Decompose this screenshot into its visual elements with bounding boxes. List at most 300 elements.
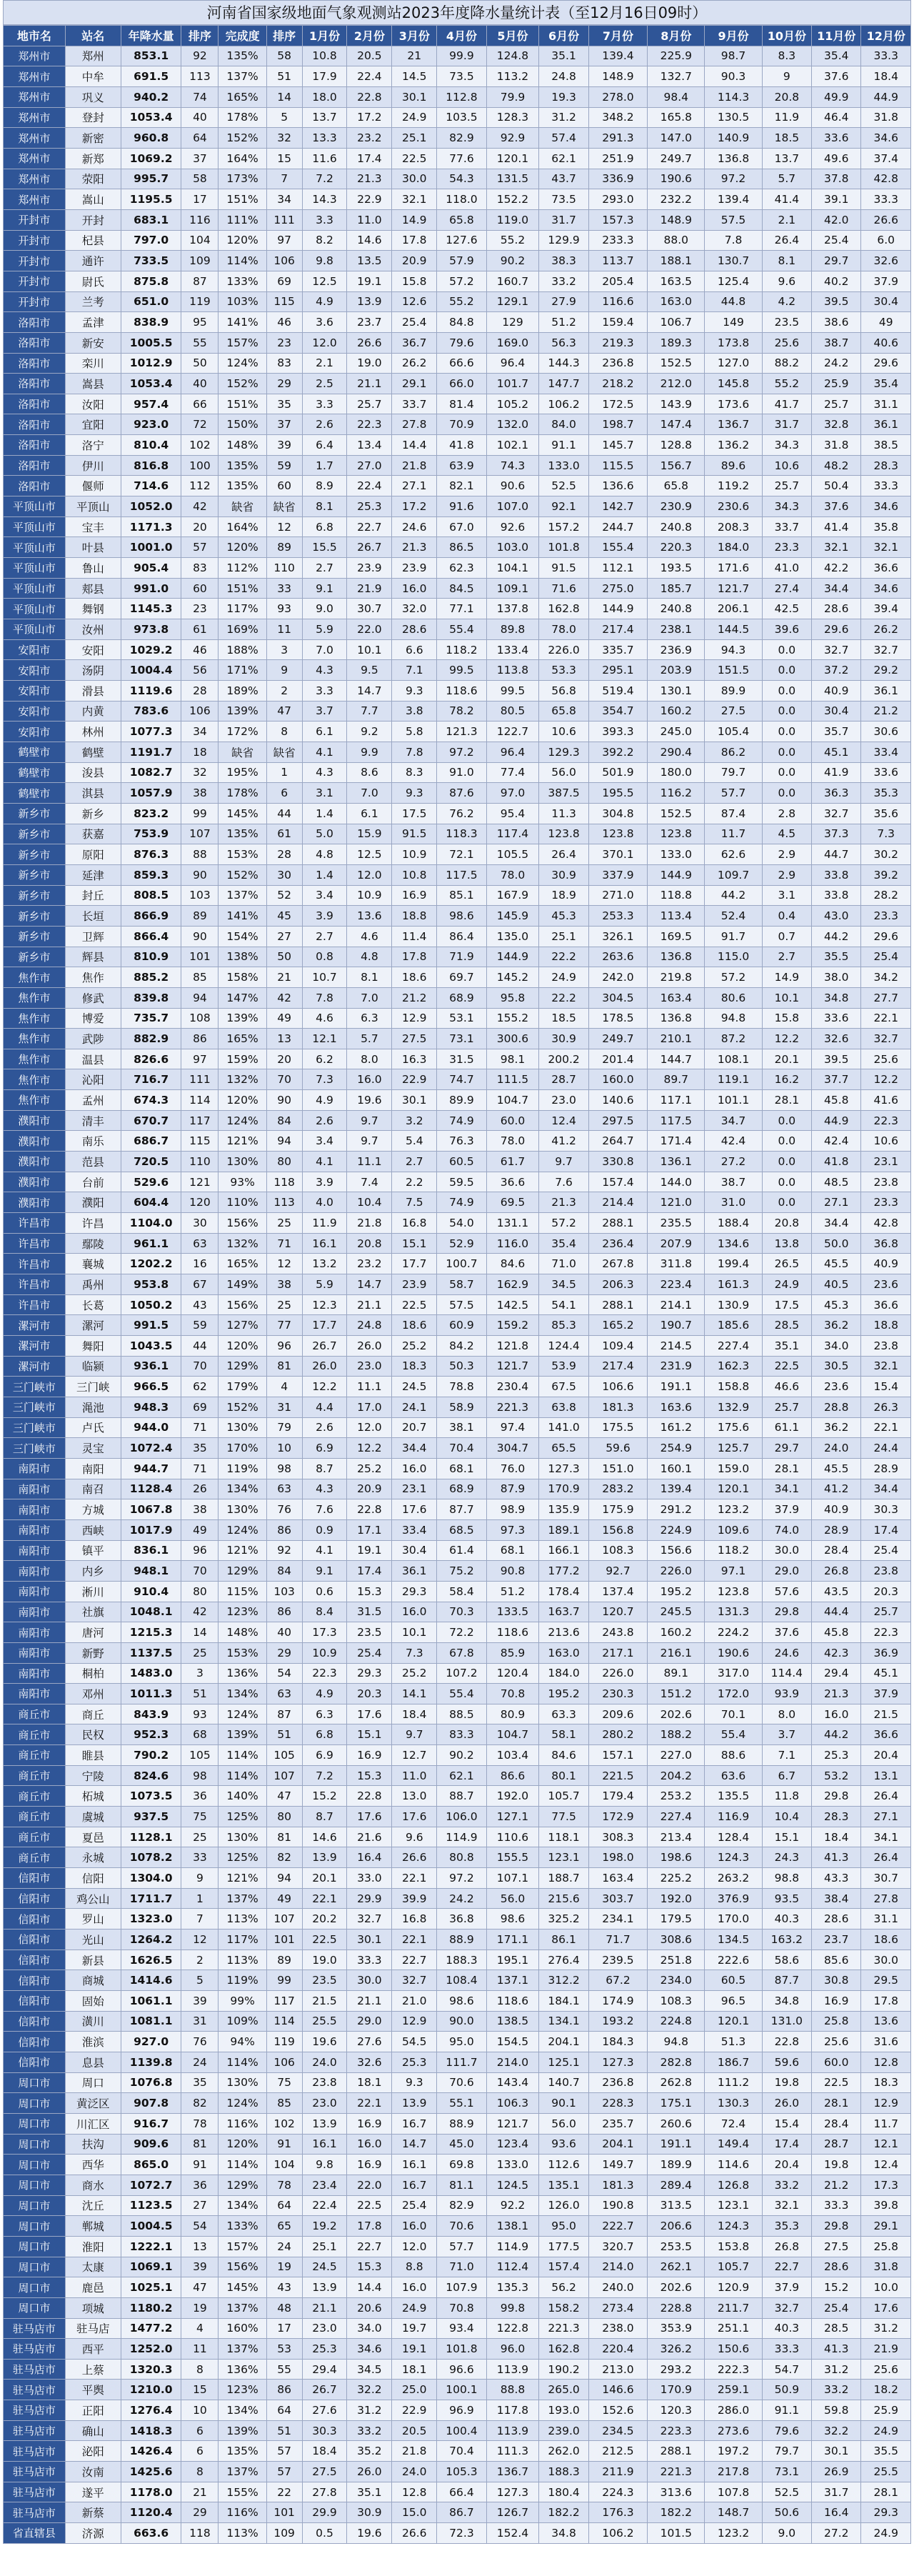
month-cell: 376.9 — [705, 1888, 762, 1909]
month-cell: 8.8 — [392, 2257, 437, 2277]
completion-cell: 129% — [219, 1561, 266, 1582]
month-cell: 142.7 — [588, 496, 647, 517]
month-cell: 175.6 — [705, 1417, 762, 1438]
month-cell: 0.0 — [762, 783, 811, 804]
month-cell: 106.7 — [648, 312, 705, 333]
month-cell: 198.0 — [588, 1847, 647, 1868]
month-cell: 242.0 — [588, 967, 647, 988]
month-cell: 28.5 — [812, 2318, 861, 2339]
month-cell: 147.4 — [648, 414, 705, 435]
month-cell: 171.1 — [486, 1929, 539, 1950]
city-cell: 许昌市 — [4, 1213, 66, 1234]
completion-rank-cell: 105 — [266, 1745, 302, 1766]
month-cell: 40.3 — [762, 2318, 811, 2339]
month-cell: 185.6 — [705, 1315, 762, 1336]
month-cell: 146.6 — [588, 2380, 647, 2400]
annual-total-cell: 927.0 — [121, 2032, 181, 2052]
rank-cell: 86 — [181, 1029, 219, 1049]
table-row — [4, 291, 911, 312]
month-cell: 180.0 — [648, 762, 705, 783]
month-cell: 11.0 — [347, 209, 392, 230]
month-cell: 31.2 — [347, 2400, 392, 2421]
completion-cell: 164% — [219, 148, 266, 169]
rank-cell: 107 — [181, 824, 219, 844]
month-cell: 0.9 — [302, 1519, 347, 1540]
completion-rank-cell: 42 — [266, 987, 302, 1008]
month-cell: 103.5 — [437, 107, 486, 128]
month-cell: 223.4 — [648, 1274, 705, 1295]
month-cell: 97.0 — [486, 783, 539, 804]
month-cell: 14.4 — [347, 2277, 392, 2298]
month-cell: 15.5 — [302, 537, 347, 558]
table-row — [4, 2236, 911, 2257]
rank-cell: 56 — [181, 660, 219, 681]
month-cell: 130.9 — [705, 1294, 762, 1315]
month-cell: 234.0 — [648, 1970, 705, 1991]
completion-cell: 139% — [219, 1724, 266, 1745]
month-cell: 29.0 — [347, 2011, 392, 2032]
month-cell: 67.2 — [588, 1970, 647, 1991]
month-cell: 12.2 — [762, 1029, 811, 1049]
month-cell: 26.6 — [392, 1847, 437, 1868]
month-cell: 95.0 — [437, 2032, 486, 2052]
month-cell: 206.1 — [705, 599, 762, 619]
completion-cell: 129% — [219, 2175, 266, 2195]
month-cell: 6.9 — [302, 1438, 347, 1459]
table-row — [4, 476, 911, 496]
month-cell: 19.3 — [539, 86, 588, 107]
completion-rank-cell: 107 — [266, 1765, 302, 1786]
annual-total-cell: 1252.0 — [121, 2339, 181, 2360]
month-cell: 157.4 — [539, 2257, 588, 2277]
month-cell: 137.4 — [588, 1581, 647, 1602]
month-cell: 217.8 — [705, 2462, 762, 2482]
table-row — [4, 1110, 911, 1131]
annual-total-cell: 1025.1 — [121, 2277, 181, 2298]
completion-cell: 136% — [219, 2359, 266, 2380]
station-cell: 新郑 — [65, 148, 121, 169]
month-cell: 27.0 — [347, 455, 392, 476]
month-cell: 136.8 — [648, 1008, 705, 1029]
completion-cell: 140% — [219, 1786, 266, 1807]
month-cell: 28.9 — [861, 1458, 911, 1479]
month-cell: 214.5 — [648, 1336, 705, 1357]
month-cell: 23.9 — [392, 1274, 437, 1295]
table-row — [4, 312, 911, 333]
month-cell: 204.1 — [588, 2134, 647, 2155]
annual-total-cell: 936.1 — [121, 1356, 181, 1377]
station-cell: 固始 — [65, 1991, 121, 2012]
city-cell: 省直辖县 — [4, 2523, 66, 2544]
month-cell: 12.8 — [392, 2482, 437, 2502]
month-cell: 188.7 — [539, 1868, 588, 1889]
table-row — [4, 435, 911, 456]
month-cell: 90.8 — [486, 1561, 539, 1582]
report-container — [3, 0, 911, 2544]
month-cell: 123.8 — [588, 824, 647, 844]
month-cell: 2.6 — [302, 1417, 347, 1438]
city-cell: 鹤壁市 — [4, 742, 66, 762]
rank-cell: 40 — [181, 374, 219, 394]
rank-cell: 97 — [181, 1049, 219, 1069]
annual-total-cell: 1304.0 — [121, 1868, 181, 1889]
month-cell: 30.3 — [302, 2420, 347, 2441]
month-cell: 26.0 — [347, 2462, 392, 2482]
month-cell: 18.8 — [861, 1315, 911, 1336]
month-cell: 57.7 — [437, 2236, 486, 2257]
month-cell: 10.4 — [762, 1807, 811, 1827]
month-cell: 17.5 — [392, 803, 437, 824]
column-header: 2月份 — [347, 26, 392, 46]
month-cell: 30.1 — [347, 1929, 392, 1950]
month-cell: 31.5 — [437, 1049, 486, 1069]
table-row — [4, 1745, 911, 1766]
month-cell: 209.6 — [588, 1704, 647, 1724]
month-cell: 17.8 — [392, 230, 437, 251]
month-cell: 53.2 — [812, 1765, 861, 1786]
month-cell: 41.3 — [812, 2339, 861, 2360]
month-cell: 326.2 — [648, 2339, 705, 2360]
month-cell: 101.8 — [437, 2339, 486, 2360]
month-cell: 71.7 — [588, 1929, 647, 1950]
annual-total-cell: 716.7 — [121, 1069, 181, 1090]
month-cell: 190.2 — [539, 2359, 588, 2380]
month-cell: 23.4 — [302, 2175, 347, 2195]
month-cell: 6.8 — [302, 516, 347, 537]
month-cell: 26.8 — [762, 2236, 811, 2257]
month-cell: 7.4 — [347, 1172, 392, 1192]
month-cell: 8.9 — [302, 476, 347, 496]
month-cell: 501.9 — [588, 762, 647, 783]
city-cell: 信阳市 — [4, 1888, 66, 1909]
month-cell: 77.4 — [486, 762, 539, 783]
station-cell: 孟津 — [65, 312, 121, 333]
month-cell: 45.5 — [812, 1254, 861, 1274]
month-cell: 39.1 — [812, 189, 861, 210]
month-cell: 79.7 — [762, 2441, 811, 2462]
month-cell: 0.0 — [762, 660, 811, 681]
month-cell: 189.1 — [539, 1519, 588, 1540]
annual-total-cell: 909.6 — [121, 2134, 181, 2155]
month-cell: 105.2 — [486, 394, 539, 414]
month-cell: 10.9 — [302, 1642, 347, 1663]
month-cell: 163.5 — [648, 271, 705, 291]
month-cell: 35.5 — [861, 2441, 911, 2462]
month-cell: 13.7 — [302, 107, 347, 128]
month-cell: 36.6 — [861, 1294, 911, 1315]
month-cell: 30.4 — [392, 1540, 437, 1561]
month-cell: 23.7 — [347, 312, 392, 333]
month-cell: 12.0 — [347, 864, 392, 885]
month-cell: 177.2 — [539, 1561, 588, 1582]
month-cell: 107.0 — [486, 496, 539, 517]
city-cell: 开封市 — [4, 251, 66, 271]
month-cell: 41.2 — [812, 1479, 861, 1499]
completion-rank-cell: 5 — [266, 107, 302, 128]
month-cell: 3.3 — [302, 394, 347, 414]
month-cell: 77.1 — [437, 599, 486, 619]
month-cell: 23.8 — [861, 1336, 911, 1357]
annual-total-cell: 1180.2 — [121, 2297, 181, 2318]
month-cell: 23.7 — [812, 1929, 861, 1950]
annual-total-cell: 810.4 — [121, 435, 181, 456]
completion-cell: 139% — [219, 1008, 266, 1029]
month-cell: 118.8 — [648, 885, 705, 906]
completion-rank-cell: 82 — [266, 1847, 302, 1868]
month-cell: 35.1 — [539, 46, 588, 66]
month-cell: 8.0 — [762, 1704, 811, 1724]
month-cell: 163.0 — [539, 1642, 588, 1663]
month-cell: 18.1 — [347, 2072, 392, 2093]
completion-rank-cell: 78 — [266, 2175, 302, 2195]
month-cell: 34.6 — [861, 128, 911, 149]
completion-cell: 125% — [219, 1847, 266, 1868]
month-cell: 135.1 — [539, 2175, 588, 2195]
completion-rank-cell: 118 — [266, 1172, 302, 1192]
month-cell: 208.3 — [705, 516, 762, 537]
city-cell: 焦作市 — [4, 967, 66, 988]
month-cell: 37.6 — [812, 496, 861, 517]
annual-total-cell: 948.3 — [121, 1397, 181, 1417]
month-cell: 114.9 — [486, 2236, 539, 2257]
month-cell: 30.3 — [861, 1499, 911, 1520]
month-cell: 23.9 — [347, 558, 392, 579]
month-cell: 91.6 — [437, 496, 486, 517]
rank-cell: 38 — [181, 1499, 219, 1520]
month-cell: 10.8 — [392, 864, 437, 885]
month-cell: 23.1 — [392, 1479, 437, 1499]
month-cell: 25.9 — [812, 374, 861, 394]
month-cell: 3.3 — [302, 209, 347, 230]
month-cell: 92.2 — [486, 2195, 539, 2216]
completion-cell: 157% — [219, 332, 266, 353]
month-cell: 18.6 — [392, 1315, 437, 1336]
annual-total-cell: 866.4 — [121, 926, 181, 947]
month-cell: 70.3 — [437, 1602, 486, 1622]
table-row — [4, 2420, 911, 2441]
month-cell: 158.2 — [539, 2297, 588, 2318]
month-cell: 29.8 — [812, 2216, 861, 2237]
completion-rank-cell: 53 — [266, 2339, 302, 2360]
annual-total-cell: 808.5 — [121, 885, 181, 906]
column-header: 9月份 — [705, 26, 762, 46]
month-cell: 17.5 — [762, 1294, 811, 1315]
city-cell: 信阳市 — [4, 1950, 66, 1970]
month-cell: 119.0 — [486, 209, 539, 230]
month-cell: 15.2 — [302, 1786, 347, 1807]
month-cell: 184.3 — [588, 2032, 647, 2052]
month-cell: 92.1 — [539, 496, 588, 517]
column-header: 排序 — [181, 26, 219, 46]
completion-rank-cell: 54 — [266, 1663, 302, 1684]
month-cell: 49.6 — [812, 148, 861, 169]
table-row — [4, 209, 911, 230]
station-cell: 汝南 — [65, 2462, 121, 2482]
month-cell: 85.3 — [539, 1315, 588, 1336]
completion-rank-cell: 2 — [266, 681, 302, 702]
city-cell: 三门峡市 — [4, 1438, 66, 1459]
month-cell: 96.5 — [705, 1991, 762, 2012]
completion-cell: 135% — [219, 2441, 266, 2462]
rank-cell: 26 — [181, 1479, 219, 1499]
table-row — [4, 2523, 911, 2544]
month-cell: 28.6 — [812, 2257, 861, 2277]
month-cell: 263.2 — [705, 1868, 762, 1889]
month-cell: 8.0 — [347, 1049, 392, 1069]
month-cell: 130.3 — [705, 2093, 762, 2114]
completion-rank-cell: 84 — [266, 1561, 302, 1582]
month-cell: 23.0 — [302, 2093, 347, 2114]
completion-cell: 114% — [219, 251, 266, 271]
month-cell: 71.6 — [539, 578, 588, 599]
month-cell: 0.0 — [762, 1152, 811, 1172]
completion-cell: 132% — [219, 1233, 266, 1254]
annual-total-cell: 1215.3 — [121, 1622, 181, 1643]
month-cell: 15.4 — [762, 2113, 811, 2134]
month-cell: 23.5 — [302, 1970, 347, 1991]
month-cell: 24.5 — [392, 1377, 437, 1397]
month-cell: 70.1 — [705, 1704, 762, 1724]
month-cell: 0.0 — [762, 1172, 811, 1192]
table-row — [4, 578, 911, 599]
station-cell: 南阳 — [65, 1458, 121, 1479]
month-cell: 144.9 — [486, 947, 539, 967]
completion-cell: 129% — [219, 1356, 266, 1377]
rank-cell: 66 — [181, 394, 219, 414]
month-cell: 27.5 — [302, 2462, 347, 2482]
month-cell: 5.7 — [762, 169, 811, 189]
month-cell: 155.4 — [588, 537, 647, 558]
month-cell: 132.7 — [648, 66, 705, 87]
month-cell: 18.5 — [539, 1008, 588, 1029]
month-cell: 33.2 — [762, 2175, 811, 2195]
month-cell: 191.1 — [648, 2134, 705, 2155]
completion-rank-cell: 19 — [266, 2257, 302, 2277]
month-cell: 182.2 — [648, 2502, 705, 2523]
table-row — [4, 2380, 911, 2400]
rank-cell: 92 — [181, 46, 219, 66]
month-cell: 85.9 — [486, 1642, 539, 1663]
month-cell: 33.3 — [347, 1950, 392, 1970]
month-cell: 227.4 — [705, 1336, 762, 1357]
completion-rank-cell: 60 — [266, 476, 302, 496]
month-cell: 20.3 — [861, 1581, 911, 1602]
month-cell: 113.9 — [486, 2420, 539, 2441]
month-cell: 236.8 — [588, 2072, 647, 2093]
month-cell: 19.1 — [347, 1540, 392, 1561]
month-cell: 273.4 — [588, 2297, 647, 2318]
month-cell: 30.6 — [861, 722, 911, 742]
month-cell: 123.4 — [486, 2134, 539, 2155]
table-row — [4, 1069, 911, 1090]
completion-rank-cell: 107 — [266, 1909, 302, 1929]
table-row — [4, 1233, 911, 1254]
rank-cell: 60 — [181, 578, 219, 599]
city-cell: 开封市 — [4, 291, 66, 312]
month-cell: 2.7 — [302, 926, 347, 947]
completion-rank-cell: 7 — [266, 169, 302, 189]
rank-cell: 1 — [181, 1888, 219, 1909]
completion-rank-cell: 65 — [266, 2216, 302, 2237]
station-cell: 沁阳 — [65, 1069, 121, 1090]
month-cell: 120.4 — [486, 1663, 539, 1684]
table-row — [4, 46, 911, 66]
station-cell: 长垣 — [65, 906, 121, 927]
table-row — [4, 885, 911, 906]
month-cell: 23.5 — [762, 312, 811, 333]
month-cell: 219.3 — [588, 332, 647, 353]
station-cell: 范县 — [65, 1152, 121, 1172]
month-cell: 45.5 — [812, 1458, 861, 1479]
month-cell: 18.6 — [861, 1929, 911, 1950]
month-cell: 16.1 — [392, 2155, 437, 2175]
month-cell: 212.5 — [588, 2441, 647, 2462]
month-cell: 218.2 — [588, 374, 647, 394]
month-cell: 52.9 — [437, 1233, 486, 1254]
month-cell: 25.1 — [392, 128, 437, 149]
completion-cell: 109% — [219, 2011, 266, 2032]
month-cell: 35.3 — [762, 2216, 811, 2237]
rank-cell: 112 — [181, 476, 219, 496]
month-cell: 348.2 — [588, 107, 647, 128]
month-cell: 41.7 — [762, 394, 811, 414]
completion-cell: 124% — [219, 1519, 266, 1540]
month-cell: 27.2 — [705, 1152, 762, 1172]
city-cell: 南阳市 — [4, 1602, 66, 1622]
station-cell: 周口 — [65, 2072, 121, 2093]
city-cell: 许昌市 — [4, 1254, 66, 1274]
completion-rank-cell: 89 — [266, 537, 302, 558]
station-cell: 焦作 — [65, 967, 121, 988]
city-cell: 驻马店市 — [4, 2502, 66, 2523]
completion-rank-cell: 96 — [266, 1336, 302, 1357]
month-cell: 116.6 — [588, 291, 647, 312]
completion-cell: 134% — [219, 1684, 266, 1704]
month-cell: 0.0 — [762, 701, 811, 722]
month-cell: 101.7 — [486, 374, 539, 394]
month-cell: 32.6 — [861, 251, 911, 271]
month-cell: 22.7 — [347, 516, 392, 537]
month-cell: 32.2 — [812, 2420, 861, 2441]
month-cell: 0.5 — [302, 2523, 347, 2544]
city-cell: 郑州市 — [4, 66, 66, 87]
month-cell: 123.8 — [648, 824, 705, 844]
month-cell: 95.8 — [486, 987, 539, 1008]
month-cell: 29.1 — [392, 374, 437, 394]
month-cell: 123.1 — [539, 1847, 588, 1868]
rank-cell: 49 — [181, 1519, 219, 1540]
month-cell: 97.1 — [705, 1561, 762, 1582]
completion-rank-cell: 缺省 — [266, 496, 302, 517]
table-row — [4, 1581, 911, 1602]
rank-cell: 36 — [181, 2175, 219, 2195]
month-cell: 58.6 — [762, 1950, 811, 1970]
station-cell: 汝州 — [65, 619, 121, 640]
month-cell: 9.7 — [347, 1110, 392, 1131]
table-body — [4, 46, 911, 2543]
month-cell: 25.2 — [392, 1336, 437, 1357]
column-header: 1月份 — [302, 26, 347, 46]
month-cell: 86.4 — [437, 926, 486, 947]
month-cell: 149.7 — [588, 2155, 647, 2175]
month-cell: 21.0 — [392, 1991, 437, 2012]
annual-total-cell: 973.8 — [121, 619, 181, 640]
month-cell: 393.3 — [588, 722, 647, 742]
station-cell: 滑县 — [65, 681, 121, 702]
city-cell: 鹤壁市 — [4, 762, 66, 783]
completion-rank-cell: 76 — [266, 1499, 302, 1520]
month-cell: 103.0 — [486, 537, 539, 558]
